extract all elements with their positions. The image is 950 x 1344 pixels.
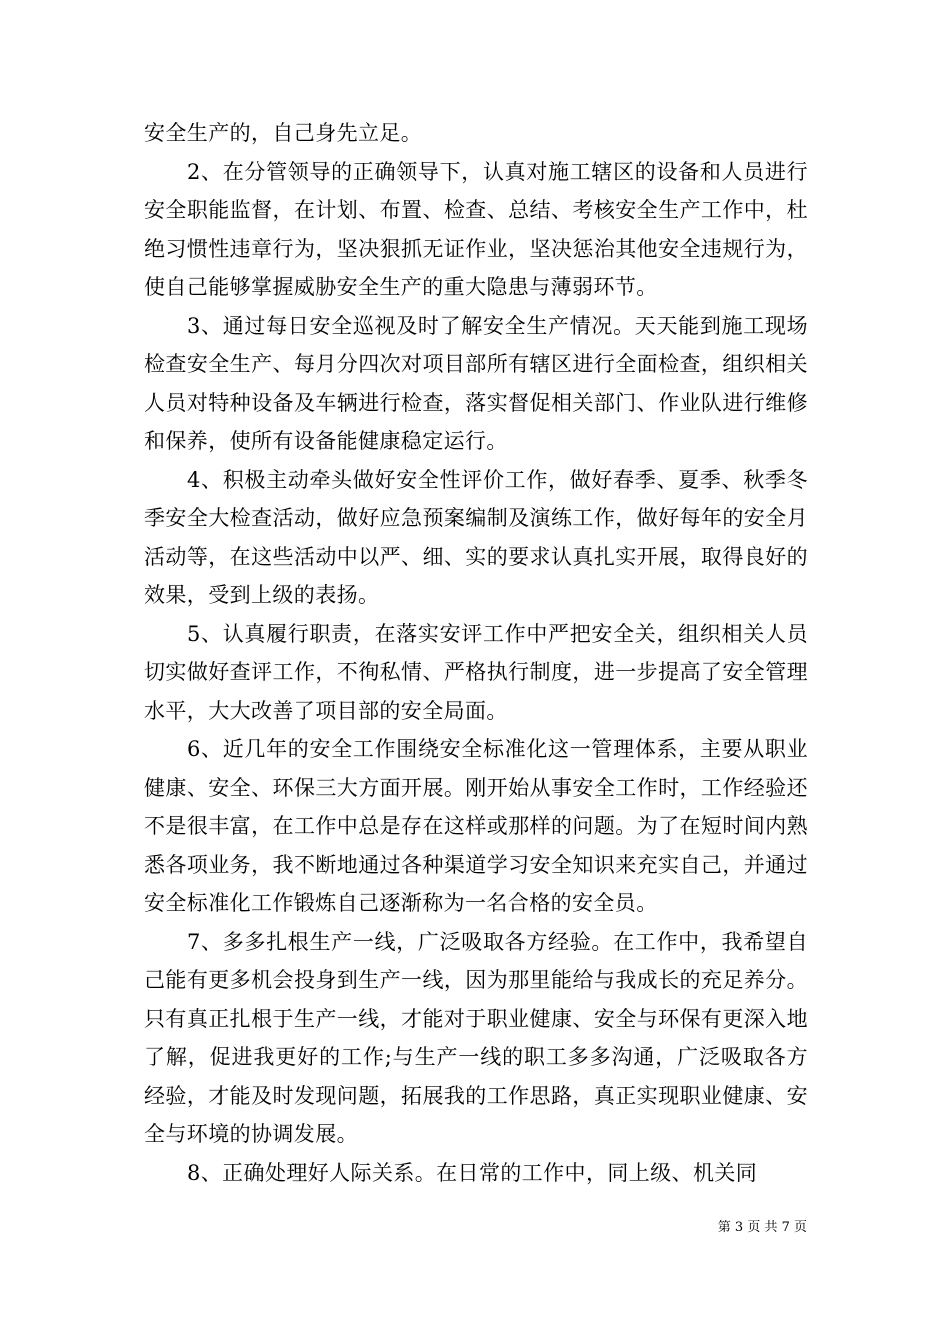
paragraph-5: 5、认真履行职责，在落实安评工作中严把安全关，组织相关人员切实做好查评工作，不徇私情、严格执行制度，进一步提高了安全管理水平，大大改善了项目部的安全局面。 — [144, 621, 808, 723]
paragraph-6: 6、近几年的安全工作围绕安全标准化这一管理体系，主要从职业健康、安全、环保三大方面开展。刚开始从事安全工作时，工作经验还不是很丰富，在工作中总是存在这样或那样的问题。为了在短时间内熟悉各项业务，我不断地通过各种渠道学习安全知识来充实自己，并通过安全标准化工作锻炼自己逐渐称为一名合格的安全员。 — [144, 737, 808, 915]
paragraph-8: 8、正确处理好人际关系。在日常的工作中，同上级、机关同 — [187, 1160, 758, 1185]
paragraph-3: 3、通过每日安全巡视及时了解安全生产情况。天天能到施工现场检查安全生产、每月分四次对项目部所有辖区进行全面检查，组织相关人员对特种设备及车辆进行检查，落实督促相关部门、作业队进行维修和保养，使所有设备能健康稳定运行。 — [144, 313, 808, 453]
page-number-footer: 第 3 页 共 7 页 — [717, 1220, 807, 1235]
paragraph-2: 2、在分管领导的正确领导下，认真对施工辖区的设备和人员进行安全职能监督，在计划、布置、检查、总结、考核安全生产工作中，杜绝习惯性违章行为，坚决狠抓无证作业，坚决惩治其他安全违规行为，使自己能够掌握威胁安全生产的重大隐患与薄弱环节。 — [144, 159, 808, 299]
page-body — [144, 114, 808, 1192]
paragraph-1: 安全生产的，自己身先立足。 — [144, 121, 423, 145]
paragraph-4: 4、积极主动牵头做好安全性评价工作，做好春季、夏季、秋季冬季安全大检查活动，做好应急预案编制及演练工作，做好每年的安全月活动等，在这些活动中以严、细、实的要求认真扎实开展，取得良好的效果，受到上级的表扬。 — [144, 467, 808, 607]
paragraph-7: 7、多多扎根生产一线，广泛吸取各方经验。在工作中，我希望自己能有更多机会投身到生产一线，因为那里能给与我成长的充足养分。只有真正扎根于生产一线，才能对于职业健康、安全与环保有更深入地了解，促进我更好的工作;与生产一线的职工多多沟通，广泛吸取各方经验，才能及时发现问题，拓展我的工作思路，真正实现职业健康、安全与环境的协调发展。 — [144, 929, 808, 1146]
